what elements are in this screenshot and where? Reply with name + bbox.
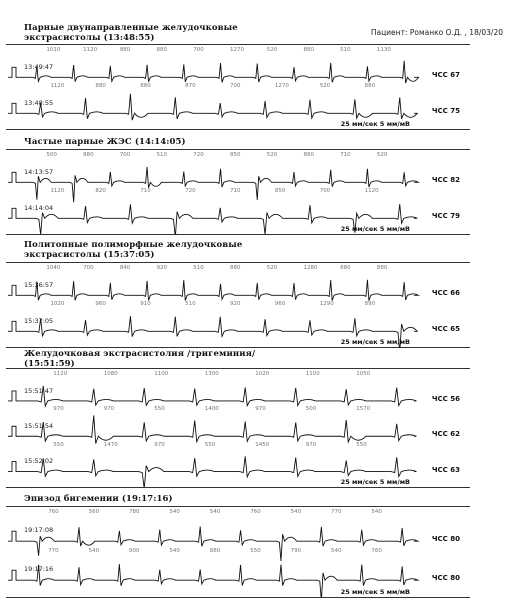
heart-rate-label: ЧСС 75 [431,107,460,116]
rr-interval-label: 550 [356,441,367,448]
rr-interval-label: 700 [230,83,241,89]
rr-interval-label: 960 [274,301,286,307]
rr-interval-label: 890 [364,301,376,307]
section-5-title [24,494,173,504]
ecg-strip-2 [6,149,470,235]
section-3-title-line-1: Политопные полиморфные желудочковые [24,240,243,250]
heart-rate-label: ЧСС 62 [431,430,460,439]
rr-interval-label: 560 [88,509,100,515]
heart-rate-label: ЧСС 56 [431,394,460,403]
recording-speed-label: 25 мм/сек 5 мм/мВ [340,120,410,128]
section-1-title-line-1: Парные двунаправленные желудочковые [24,23,238,33]
heart-rate-label: ЧСС 66 [431,289,460,298]
rr-interval-label: 700 [193,47,204,53]
section-3-title-line-2: экстрасистолы (15:37:05) [24,250,155,260]
rr-interval-label: 880 [95,83,106,89]
ecg-trace [8,415,416,443]
rr-interval-label: 880 [119,47,131,53]
rr-interval-label: 540 [169,548,180,554]
rr-interval-label: 720 [193,152,204,158]
rr-interval-label: 1010 [46,47,61,53]
rr-interval-label: 920 [230,301,241,307]
section-4-title [24,349,255,369]
section-1-title [24,23,238,43]
ecg-waveform-svg [6,507,470,597]
lead-timestamp: 19:17:08 [24,525,54,534]
lead-timestamp: 19:17:16 [24,564,54,573]
section-3-title [24,240,242,260]
recording-speed-label: 25 мм/сек 5 мм/мВ [340,338,410,346]
rr-interval-label: 700 [319,188,331,194]
rr-interval-label: 820 [95,188,106,194]
rr-interval-label: 1290 [319,301,334,307]
rr-interval-label: 1570 [356,406,371,413]
rr-interval-label: 770 [48,548,59,554]
ecg-trace [8,167,418,202]
rr-interval-label: 880 [340,265,351,271]
rr-interval-label: 760 [250,509,261,515]
patient-header: Пациент: Романко О.Д. , 18/03/20 [370,28,503,37]
heart-rate-label: ЧСС 80 [431,573,460,582]
ecg-trace [8,94,417,120]
ecg-trace [8,386,416,406]
lead-timestamp: 15:51:47 [24,386,54,395]
lead-timestamp: 13:49:47 [24,62,54,71]
rr-interval-label: 550 [154,406,165,413]
rr-interval-label: 1120 [50,188,65,194]
ecg-strip-5 [6,506,470,598]
rr-interval-label: 880 [303,47,314,53]
ecg-strip-1 [6,44,470,130]
section-4-title-line-1: Желудочковая экстрасистолия /тригеминия/ [24,349,256,359]
recording-speed-label: 25 мм/сек 5 мм/мВ [340,478,410,486]
rr-interval-label: 1120 [364,188,379,194]
lead-timestamp: 14:13:57 [24,167,54,176]
rr-interval-label: 850 [230,152,241,158]
rr-interval-label: 520 [319,83,331,89]
rr-interval-label: 540 [88,548,100,554]
rr-interval-label: 780 [129,509,140,515]
rr-interval-label: 1300 [204,371,219,377]
rr-interval-label: 760 [48,509,59,515]
rr-interval-label: 710 [140,188,151,194]
rr-interval-label: 550 [204,441,216,448]
rr-interval-label: 1100 [154,371,169,377]
heart-rate-label: ЧСС 79 [431,212,460,221]
lead-timestamp: 15:52:02 [24,457,54,466]
rr-interval-label: 900 [129,548,140,554]
rr-interval-label: 520 [376,152,388,158]
rr-interval-label: 510 [185,301,196,307]
rr-interval-label: 850 [274,188,286,194]
rr-interval-label: 1080 [103,371,118,377]
rr-interval-label: 910 [140,301,151,307]
rr-interval-label: 520 [266,47,278,53]
lead-timestamp: 14:14:04 [24,203,54,212]
rr-interval-label: 510 [340,47,351,53]
rr-interval-label: 960 [95,301,106,307]
rr-interval-label: 540 [209,509,221,515]
ecg-strip-4 [6,368,470,488]
rr-interval-label: 880 [364,83,376,89]
rr-interval-label: 970 [53,406,64,413]
rr-interval-label: 710 [340,152,351,158]
rr-interval-label: 1020 [50,301,65,307]
heart-rate-label: ЧСС 63 [431,465,460,474]
rr-interval-label: 880 [376,265,388,271]
ecg-trace [8,280,418,301]
rr-interval-label: 970 [103,406,115,413]
rr-interval-label: 1100 [305,371,320,377]
rr-interval-label: 540 [371,509,382,515]
rr-interval-label: 1120 [50,83,65,89]
section-5-title-line-1: Эпизод бигемении (19:17:16) [24,494,173,504]
heart-rate-label: ЧСС 67 [431,71,460,80]
rr-interval-label: 550 [250,548,261,554]
heart-rate-label: ЧСС 82 [431,176,460,185]
recording-speed-label: 25 мм/сек 5 мм/мВ [340,588,410,596]
ecg-trace [8,61,418,83]
rr-interval-label: 540 [290,509,302,515]
ecg-trace [8,527,418,561]
rr-interval-label: 1040 [46,265,61,271]
lead-timestamp: 15:36:57 [24,280,54,289]
rr-interval-label: 970 [154,441,165,448]
rr-interval-label: 880 [209,548,221,554]
section-1-title-line-2: экстрасистолы (13:48:55) [24,33,155,43]
rr-interval-label: 880 [140,83,151,89]
rr-interval-label: 920 [156,265,168,271]
ecg-strip-3 [6,262,470,348]
rr-interval-label: 1270 [274,83,289,89]
section-4-title-line-2: (15:51:59) [24,359,75,369]
rr-interval-label: 1450 [255,441,270,448]
rr-interval-label: 520 [266,265,278,271]
rr-interval-label: 1470 [103,441,118,448]
heart-rate-label: ЧСС 80 [431,534,460,543]
recording-speed-label: 25 мм/сек 5 мм/мВ [340,225,410,233]
rr-interval-label: 710 [230,188,241,194]
lead-timestamp: 15:51:54 [24,422,54,431]
rr-interval-label: 720 [185,188,196,194]
rr-interval-label: 1120 [53,371,68,377]
rr-interval-label: 500 [305,406,317,413]
rr-interval-label: 540 [331,548,342,554]
rr-interval-label: 520 [266,152,278,158]
lead-timestamp: 13:48:55 [24,98,54,107]
rr-interval-label: 500 [46,152,57,158]
rr-interval-label: 1280 [303,265,318,271]
rr-interval-label: 510 [156,152,168,158]
rr-interval-label: 880 [156,47,168,53]
rr-interval-label: 970 [305,441,317,448]
rr-interval-label: 700 [119,152,131,158]
rr-interval-label: 790 [290,548,302,554]
rr-interval-label: 870 [185,83,196,89]
heart-rate-label: ЧСС 65 [431,325,460,334]
rr-interval-label: 1050 [356,371,371,377]
rr-interval-label: 760 [371,548,382,554]
rr-interval-label: 840 [119,265,131,271]
rr-interval-label: 1130 [376,47,391,53]
lead-timestamp: 15:37:05 [24,316,54,325]
rr-interval-label: 550 [53,441,64,448]
rr-interval-label: 970 [255,406,266,413]
rr-interval-label: 510 [193,265,204,271]
rr-interval-label: 880 [83,152,94,158]
section-2-title-line-1: Частые парные ЖЭС (14:14:05) [24,137,186,147]
rr-interval-label: 770 [331,509,342,515]
rr-interval-label: 880 [230,265,241,271]
rr-interval-label: 1270 [230,47,244,53]
rr-interval-label: 880 [303,152,314,158]
rr-interval-label: 1020 [255,371,270,377]
rr-interval-label: 700 [83,265,94,271]
rr-interval-label: 1400 [204,406,219,413]
rr-interval-label: 1120 [83,47,98,53]
rr-interval-label: 540 [169,509,180,515]
ecg-waveform-svg [6,369,470,487]
section-2-title [24,137,186,147]
